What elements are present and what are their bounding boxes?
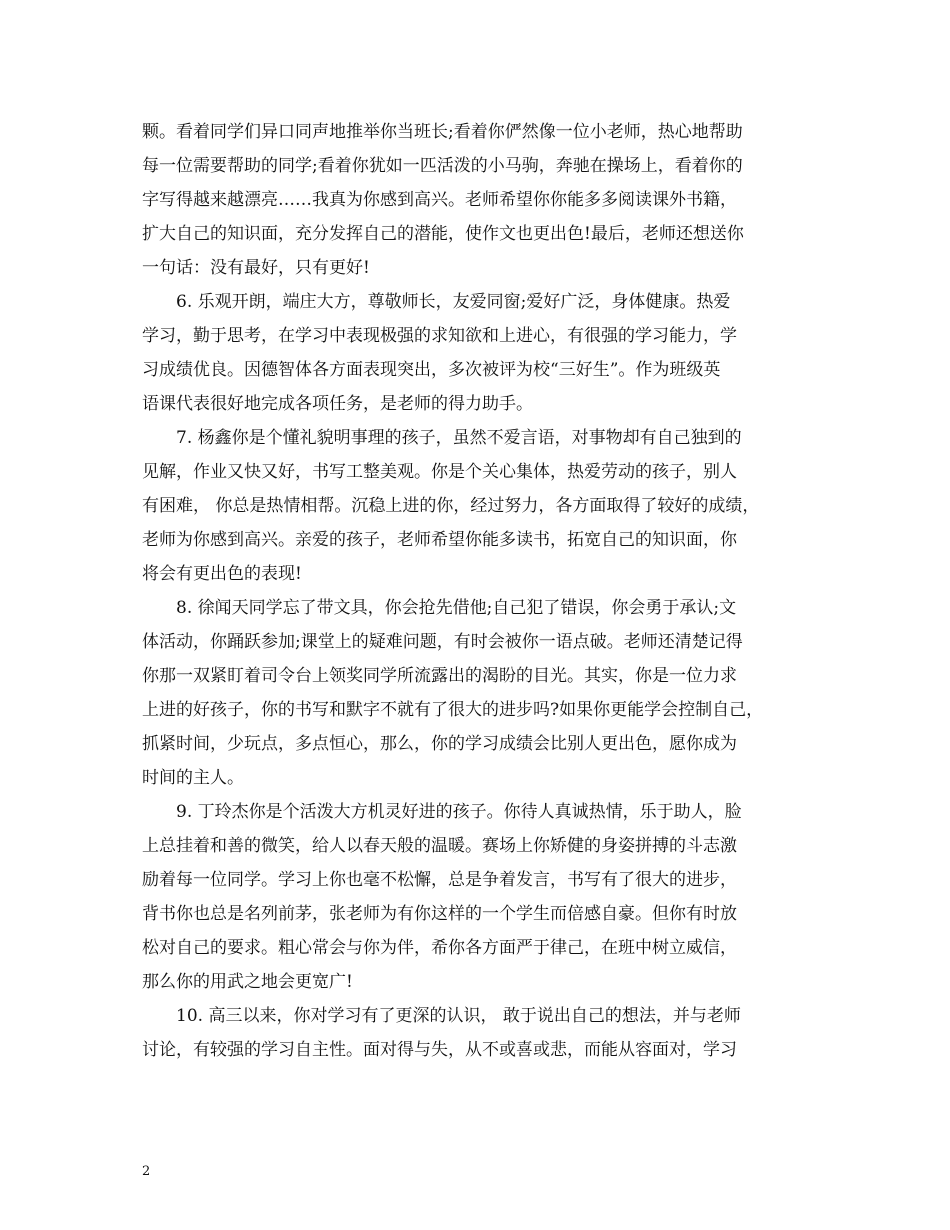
text-line: 10. 高三以来，你对学习有了更深的认识， 敢于说出自己的想法，并与老师 — [176, 1006, 741, 1026]
paragraph-item-9 — [142, 795, 812, 999]
text-line: 将会有更出色的表现! — [142, 564, 302, 584]
paragraph-continuation — [142, 115, 812, 285]
paragraph-item-8 — [142, 591, 812, 795]
text-line: 一句话：没有最好，只有更好! — [142, 258, 370, 278]
text-line: 习成绩优良。因德智体各方面表现突出，多次被评为校“三好生”。作为班级英 — [142, 360, 721, 380]
text-line: 扩大自己的知识面，充分发挥自己的潜能，使作文也更出色!最后，老师还想送你 — [142, 224, 744, 244]
text-line: 背书你也总是名列前茅，张老师为有你这样的一个学生而倍感自豪。但你有时放 — [142, 904, 737, 924]
text-line: 励着每一位同学。学习上你也毫不松懈，总是争着发言，书写有了很大的进步， — [142, 870, 737, 890]
text-line: 6. 乐观开朗，端庄大方，尊敬师长，友爱同窗;爱好广泛，身体健康。热爱 — [176, 292, 731, 312]
text-line: 时间的主人。 — [142, 768, 244, 788]
text-line: 字写得越来越漂亮……我真为你感到高兴。老师希望你你能多多阅读课外书籍， — [142, 190, 737, 210]
text-line: 学习，勤于思考，在学习中表现极强的求知欲和上进心，有很强的学习能力，学 — [142, 326, 737, 346]
text-line: 7. 杨鑫你是个懂礼貌明事理的孩子，虽然不爱言语，对事物却有自己独到的 — [176, 428, 742, 448]
text-line: 讨论，有较强的学习自主性。面对得与失，从不或喜或悲，而能从容面对，学习 — [142, 1040, 737, 1060]
text-line: 见解，作业又快又好，书写工整美观。你是个关心集体，热爱劳动的孩子，别人 — [142, 462, 737, 482]
text-line: 老师为你感到高兴。亲爱的孩子，老师希望你能多读书，拓宽自己的知识面，你 — [142, 530, 737, 550]
text-line: 9. 丁玲杰你是个活泼大方机灵好进的孩子。你待人真诚热情，乐于助人，脸 — [176, 802, 742, 822]
text-line: 颗。看着同学们异口同声地推举你当班长;看着你俨然像一位小老师，热心地帮助 — [142, 122, 743, 142]
text-line: 8. 徐闻天同学忘了带文具，你会抢先借他;自己犯了错误，你会勇于承认;文 — [176, 598, 737, 618]
text-line: 抓紧时间，少玩点，多点恒心，那么，你的学习成绩会比别人更出色，愿你成为 — [142, 734, 737, 754]
text-line: 每一位需要帮助的同学;看着你犹如一匹活泼的小马驹，奔驰在操场上，看着你的 — [142, 156, 743, 176]
document-body — [142, 115, 812, 1067]
text-line: 有困难， 你总是热情相帮。沉稳上进的你，经过努力，各方面取得了较好的成绩， — [142, 496, 760, 516]
paragraph-item-10 — [142, 999, 812, 1067]
text-line: 松对自己的要求。粗心常会与你为伴，希你各方面严于律己，在班中树立威信， — [142, 938, 737, 958]
text-line: 你那一双紧盯着司令台上领奖同学所流露出的渴盼的目光。其实，你是一位力求 — [142, 666, 737, 686]
text-line: 那么你的用武之地会更宽广! — [142, 972, 353, 992]
text-line: 上总挂着和善的微笑，给人以春天般的温暖。赛场上你矫健的身姿拼搏的斗志激 — [142, 836, 737, 856]
text-line: 语课代表很好地完成各项任务，是老师的得力助手。 — [142, 394, 533, 414]
text-line: 体活动，你踊跃参加;课堂上的疑难问题，有时会被你一语点破。老师还清楚记得 — [142, 632, 743, 652]
paragraph-item-6 — [142, 285, 812, 421]
page-number: 2 — [142, 1164, 151, 1179]
text-line: 上进的好孩子，你的书写和默字不就有了很大的进步吗?如果你更能学会控制自己， — [142, 700, 764, 720]
paragraph-item-7 — [142, 421, 812, 591]
